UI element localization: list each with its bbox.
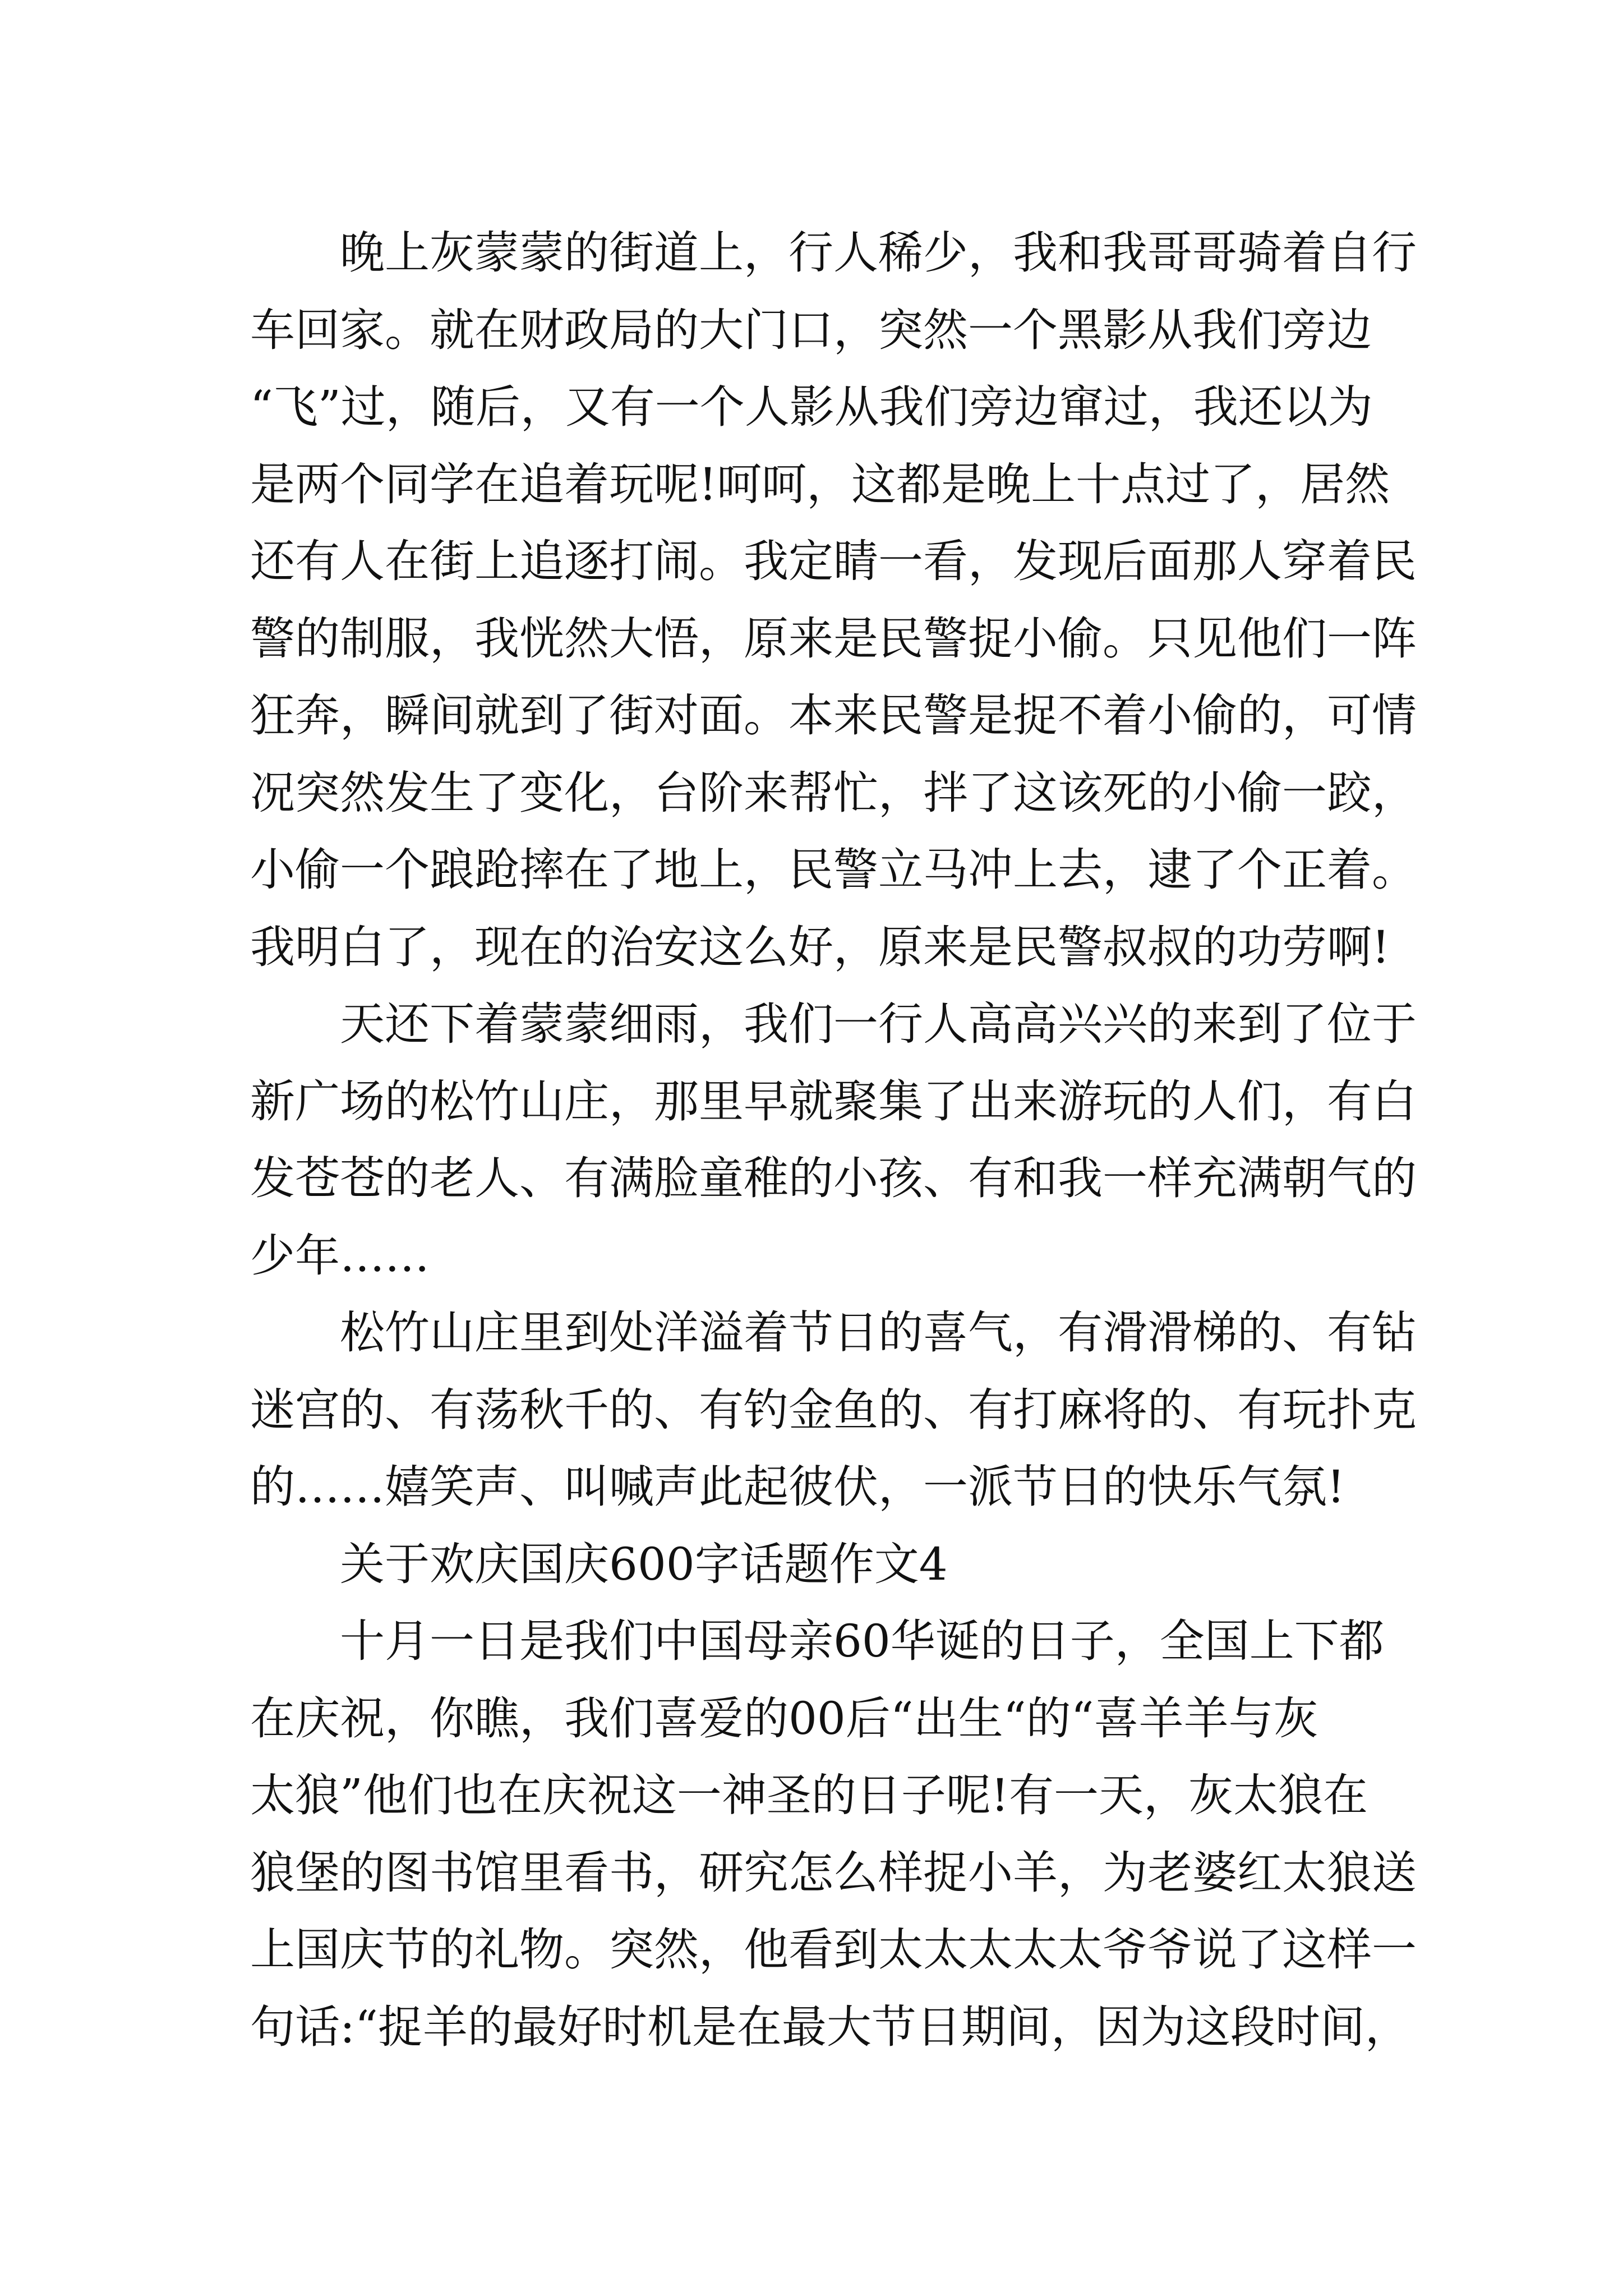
paragraph-2-line-3: 发苍苍的老人、有满脸童稚的小孩、有和我一样充满朝气的 (250, 1152, 1417, 1204)
paragraph-2-line-4: 少年…… (250, 1229, 430, 1282)
paragraph-1-line-9: 小偷一个踉跄摔在了地上，民警立马冲上去，逮了个正着。 (250, 844, 1417, 896)
document-body (250, 214, 1417, 2065)
paragraph-3-line-2: 迷宫的、有荡秋千的、有钓金鱼的、有打麻将的、有玩扑克 (250, 1383, 1417, 1436)
paragraph-3-line-3: 的……嬉笑声、叫喊声此起彼伏，一派节日的快乐气氛! (250, 1461, 1345, 1513)
paragraph-1-line-2: 车回家。就在财政局的大门口，突然一个黑影从我们旁边 (250, 303, 1372, 356)
paragraph-1-line-4: 是两个同学在追着玩呢!呵呵，这都是晚上十点过了，居然 (250, 458, 1390, 510)
paragraph-1-line-6: 警的制服，我恍然大悟，原来是民警捉小偷。只见他们一阵 (250, 612, 1417, 665)
paragraph-1-line-7: 狂奔，瞬间就到了街对面。本来民警是捉不着小偷的，可情 (250, 689, 1417, 742)
paragraph-1-line-3: “飞”过，随后，又有一个人影从我们旁边窜过，我还以为 (250, 381, 1373, 433)
paragraph-5-line-2: 在庆祝，你瞧，我们喜爱的00后“出生“的“喜羊羊与灰 (250, 1692, 1318, 1745)
paragraph-5-line-1: 十月一日是我们中国母亲60华诞的日子，全国上下都 (340, 1615, 1384, 1667)
section-heading: 关于欢庆国庆600字话题作文4 (340, 1538, 948, 1590)
paragraph-2-line-2: 新广场的松竹山庄，那里早就聚集了出来游玩的人们，有白 (250, 1075, 1417, 1128)
paragraph-5-line-3: 太狼”他们也在庆祝这一神圣的日子呢!有一天，灰太狼在 (250, 1769, 1368, 1821)
paragraph-1-line-1: 晚上灰蒙蒙的街道上，行人稀少，我和我哥哥骑着自行 (340, 227, 1417, 279)
paragraph-5-line-4: 狼堡的图书馆里看书，研究怎么样捉小羊，为老婆红太狼送 (250, 1846, 1417, 1899)
paragraph-1-line-8: 况突然发生了变化，台阶来帮忙，拌了这该死的小偷一跤， (250, 766, 1417, 819)
paragraph-1-line-5: 还有人在街上追逐打闹。我定睛一看，发现后面那人穿着民 (250, 535, 1417, 587)
paragraph-1-line-10: 我明白了，现在的治安这么好，原来是民警叔叔的功劳啊! (250, 921, 1390, 973)
paragraph-3-line-1: 松竹山庄里到处洋溢着节日的喜气，有滑滑梯的、有钻 (340, 1306, 1417, 1359)
paragraph-5-line-6: 句话:“捉羊的最好时机是在最大节日期间，因为这段时间， (250, 2000, 1410, 2053)
paragraph-5-line-5: 上国庆节的礼物。突然，他看到太太太太太爷爷说了这样一 (250, 1924, 1417, 1976)
paragraph-2-line-1: 天还下着蒙蒙细雨，我们一行人高高兴兴的来到了位于 (340, 998, 1417, 1050)
